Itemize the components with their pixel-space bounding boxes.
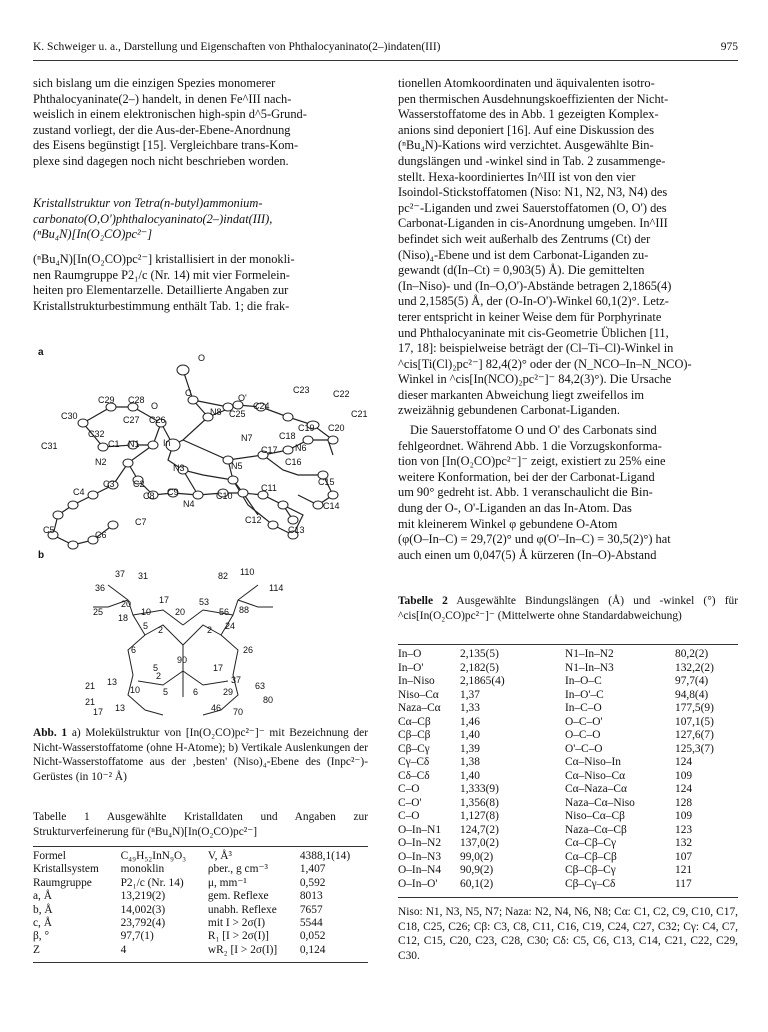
table-row [33,930,368,943]
atom-label: C12 [245,515,262,525]
table-cell: In–O'–C [565,688,604,701]
table-cell: 137,0(2) [460,837,499,849]
deviation-value: 10 [130,685,141,695]
table-cell: Cα–Cβ–Cγ [565,837,616,849]
table-cell: 1,127(8) [460,810,499,822]
table-row [33,944,368,957]
table-row [398,824,738,838]
atom-label: C21 [351,409,368,419]
table-cell: 1,46 [460,715,480,728]
table-row [33,850,368,863]
right-paragraph-1 [398,76,738,419]
table-cell: 124 [675,783,693,795]
body-line: zweizähnig gebundenen Carbonat-Liganden. [398,403,620,418]
deviation-value: 114 [269,583,284,593]
atom-label: C30 [61,411,78,421]
table-row [398,702,738,716]
table-row [398,810,738,824]
body-line: und 2,1585(5) Å, der (O-In-O')-Winkel 60,1(2)°. Letz- [398,294,669,309]
table-cell: Cα–Niso–In [565,756,621,768]
table-cell: 90,9(2) [460,864,494,876]
deviation-value: 37 [115,569,126,579]
table-cell: μ, mm⁻¹ [207,876,247,889]
atom-label: In [163,438,171,448]
body-line: befindet sich weit außerhalb des Zentrums (Ct) der [398,231,651,246]
deviation-value: 13 [115,703,126,713]
table-cell: Kristallsystem [33,863,99,876]
table-cell: ρber., g cm⁻³ [207,863,268,876]
body-line: nen Raumgruppe P2₁/c (Nr. 14) mit vier Formelein- [33,267,290,282]
table2-caption-text: Ausgewählte Bindungslängen (Å) und -winkel (°) für ^cis[In(O₂CO)pc²⁻]⁻ (Mittelwerte ohne Standardabweichung) [398,595,738,622]
table-cell: O–In–N2 [398,837,442,849]
table-cell: 23,792(4) [120,917,166,930]
table-cell: 127,6(7) [675,729,714,741]
table-cell: Cδ–Cδ [398,769,430,782]
table-cell: In–Niso [398,675,435,687]
deviation-value: 17 [213,663,224,673]
body-line: dungslängen und -winkel sind in Tab. 2 zusammenge- [398,153,666,168]
table-cell: wR₂ [I > 2σ(I)] [207,943,278,956]
table-cell: Niso–Cα [398,688,439,701]
table2-footnote: Niso: N1, N3, N5, N7; Naza: N2, N4, N6, N8; Cα: C1, C2, C9, C10, C17, C18, C25, C26; Cβ: C3, C8, C11, C16, C19, C24, C27, C32; Cγ: C4, C7, C12, C15, C20, C23, C28, C30; Cδ: C5, C6, C13, C14, C21, C22, C29, C30. [398,906,738,962]
body-line: Wasserstoffatome des in Abb. 1 gezeigten Komplex- [398,107,659,122]
table-row [398,770,738,784]
table1 [33,850,368,957]
table-cell: Formel [33,850,66,862]
body-line: (In–Niso)- und (In–O,O')-Abstände betragen 2,1865(4) [398,278,672,293]
body-line: (φ(O–In–C) = 29,7(2)° und φ(O'–In–C) = 30,5(2)°) hat [398,532,671,547]
body-line: fehlgeordnet. Während Abb. 1 die Vorzugskonforma- [398,438,662,453]
atom-label: C14 [323,501,340,511]
table2-bottom-rule [398,897,738,898]
deviation-value: 2 [158,625,164,635]
figure-1 [33,345,373,717]
body-line: tion von [In(O₂CO)pc²⁻]⁻ zeigt, existiert zu 25% eine [398,454,666,469]
table-cell: 121 [675,864,693,876]
table-cell: 0,052 [299,930,326,943]
table-cell: Cβ–Cγ–Cδ [565,877,616,890]
table-cell: 1,407 [299,863,326,876]
table-cell: c, Å [33,917,52,930]
table-row [398,756,738,770]
body-line: um 90° gedreht ist. Abb. 1 veranschaulicht die Bin- [398,485,653,500]
table-cell: 99,0(2) [460,850,494,863]
table-cell: In–C–O [565,702,602,714]
body-line: terer entspricht in keiner Weise dem für Porphyrinate [398,309,662,324]
deviation-value: 13 [107,677,118,687]
deviation-value: 18 [118,613,129,623]
deviation-value: 17 [159,595,170,605]
body-line: anions sind deponiert [16]. Auf eine Diskussion des [398,122,655,137]
atom-label: C20 [328,423,345,433]
table-cell: Cβ–Cγ [398,742,430,755]
body-line: Kristallstrukturbestimmung enthält Tab. 1; die frak- [33,298,290,313]
table-row [33,877,368,890]
atom-label: C26 [149,415,166,425]
atom-label: C3 [103,479,115,489]
table-cell: 7657 [299,903,323,916]
table-cell: Cγ–Cδ [398,756,430,768]
deviation-value: 21 [85,681,96,691]
table-cell: C₄₉H₅₂InN₉O₃ [120,850,187,862]
table-cell: In–O–C [565,675,602,687]
intro-line: Phthalocyaninate(2–) handelt, in denen Fe^III nach- [33,91,292,106]
table-cell: Cα–Cβ–Cβ [565,850,617,863]
atom-label: O [198,353,206,363]
table-cell: Raumgruppe [33,876,92,889]
deviation-value: 2 [207,625,213,635]
table-cell: 8013 [299,890,323,903]
table-cell: 1,40 [460,729,480,741]
table-cell: Z [33,943,40,956]
table-cell: N1–In–N2 [565,648,614,660]
table-cell: 60,1(2) [460,877,494,890]
body-line: auch einen um 0,047(5) Å kürzeren (In–O)-Abstand [398,547,657,562]
table-cell: R₁ [I > 2σ(I)] [207,930,269,943]
atom-label: N2 [95,457,107,467]
atom-label: C31 [41,441,58,451]
intro-line: zustand vorliegt, der die Aus-der-Ebene-Anordnung [33,122,291,137]
table-row [398,662,738,676]
atom-label: C2 [133,479,145,489]
body-line: pc²⁻-Liganden und zwei Sauerstoffatomen (O, O') des [398,200,667,215]
table2-caption [398,594,738,623]
table-row [398,797,738,811]
table-cell: 0,124 [299,943,326,956]
table-cell: V, Å³ [207,850,232,862]
deviation-value: 6 [131,645,137,655]
table-cell: Cβ–Cβ–Cγ [565,864,616,876]
body-line: weitere Konformation, bei der der Carbonat-Ligand [398,469,655,484]
deviation-value: 24 [225,621,236,631]
table-cell: Cα–Naza–Cα [565,783,627,795]
table-cell: gem. Reflexe [207,890,269,903]
table-cell: C–O' [398,796,422,809]
body-line: 17, 18]: beispielweise beträgt der (Cl–Ti–Cl)-Winkel in [398,341,674,356]
atom-label: N1 [128,439,140,449]
atom-label: C [185,388,192,398]
atom-label: C1 [108,439,120,449]
molecule-structure-drawing [33,345,373,717]
deviation-value: 70 [233,707,244,717]
deviation-value: 10 [141,607,152,617]
section-title [33,196,368,243]
body-line: pen thermischen Ausdehnungskoeffizienten der Nicht- [398,91,669,106]
atom-label: C9 [167,487,179,497]
table-cell: 4388,1(14) [299,850,351,862]
body-line: Die Sauerstoffatome O und O' des Carbonats sind [410,423,657,437]
table-row [33,890,368,903]
table-row [398,689,738,703]
table-cell: 107,1(5) [675,715,714,728]
table-cell: a, Å [33,890,52,903]
atom-label: C17 [261,445,278,455]
atom-label: C32 [88,429,105,439]
figure-caption-text: a) Molekülstruktur von [In(O₂CO)pc²⁻]⁻ mit Bezeichnung der Nicht-Wasserstoffatome (ohne H-Atome); b) Vertikale Auslenkungen der Nicht-Wasserstoffatome aus der ‚besten' (Niso)₄-Ebene des (Inpc²⁻)-Gerüstes (in 10⁻² Å) [33,727,368,783]
body-line: gewandt (d(In–Ct) = 0,903(5) Å). Die gemittelten [398,263,645,278]
table-row [33,863,368,876]
atom-label: C16 [285,457,302,467]
atom-label: C6 [95,530,107,540]
body-line: dung der O-, O'-Liganden an das In-Atom. Das [398,500,632,515]
table-cell: In–O' [398,661,424,674]
atom-label: C10 [216,491,233,501]
deviation-value: 90 [177,655,188,665]
table-cell: monoklin [120,863,165,876]
deviation-value: 26 [243,645,254,655]
deviation-value: 17 [93,707,104,717]
table-cell: 128 [675,796,693,809]
deviation-value: 37 [231,675,242,685]
table-cell: 2,182(5) [460,661,499,674]
deviation-value: 21 [85,697,96,707]
section-body [33,252,368,314]
table-cell: O'–C–O [565,742,603,755]
deviation-value: 110 [240,567,255,577]
deviation-value: 29 [223,687,234,697]
atom-label: N5 [231,461,243,471]
table-cell: 132 [675,837,693,849]
table-cell: 177,5(9) [675,702,714,714]
table-cell: 107 [675,850,693,863]
table-cell: 117 [675,877,692,890]
table-cell: O–C–O [565,729,601,741]
body-line: mit kleinerem Winkel φ gebundene O-Atom [398,516,618,531]
atom-label: C29 [98,395,115,405]
body-line: stellt. Hexa-koordiniertes In^III ist von den vier [398,169,636,184]
atom-label: N8 [210,407,222,417]
running-title: K. Schweiger u. a., Darstellung und Eigenschaften von Phthalocyaninato(2–)indaten(III) [33,41,441,53]
table-cell: 4 [120,943,127,956]
table1-top-rule [33,846,368,847]
table1-caption [33,810,368,839]
intro-line: weislich in einem elektronischen high-spin d^5-Grund- [33,107,307,122]
table-cell: 124 [675,756,693,768]
atom-label: C23 [293,385,310,395]
table-cell: 124,7(2) [460,823,499,836]
body-line: dieser markanten Abweichung liegt zweifellos im [398,387,645,402]
table-cell: 125,3(7) [675,742,714,755]
table-cell: Cα–Cβ [398,715,431,728]
body-line: Winkel in ^cis[In(NCO)₂pc²⁻]⁻ 84,2(3)°). Die Ursache [398,372,672,387]
table-row [398,648,738,662]
atom-label: C8 [143,491,155,501]
table-row [33,904,368,917]
table-row [33,917,368,930]
table-cell: 97,7(4) [675,675,709,687]
atom-label: C24 [253,401,270,411]
body-line: und Phthalocyaninate mit cis-Geometrie Üblichen [11, [398,325,669,340]
atom-label: N7 [241,433,253,443]
deviation-value: 5 [153,663,159,673]
table2-top-rule [398,644,738,645]
table-cell: O–In–O' [398,877,438,890]
table-cell: Cα–Niso–Cα [565,769,626,782]
atom-label: C19 [298,423,315,433]
table-cell: 2,1865(4) [460,675,505,687]
table-cell: 5544 [299,917,323,930]
table-cell: Naza–Cα [398,702,441,714]
body-line: tionellen Atomkoordinaten und äquivalenten isotro- [398,76,655,90]
table-cell: O–C–O' [565,715,603,728]
body-line: (Niso)₄-Ebene und ist dem Carbonat-Liganden zu- [398,247,649,262]
right-paragraph-2 [398,423,738,563]
table-cell: P2₁/c (Nr. 14) [120,876,184,889]
deviation-value: 63 [255,681,266,691]
atom-label: N3 [173,463,185,473]
table-row [398,716,738,730]
table-cell: 13,219(2) [120,890,166,903]
body-line: (ⁿBu₄N)[In(O₂CO)pc²⁻] kristallisiert in der monokli- [33,252,295,266]
body-line: Carbonat-Liganden in cis-Anordnung umgeben. In^III [398,216,668,231]
table-cell: 1,37 [460,688,480,701]
atom-label: N4 [183,499,195,509]
table-row [398,675,738,689]
intro-paragraph [33,76,368,170]
atom-label: O [151,401,159,411]
body-line: Isoindol-Stickstoffatomen (Niso: N1, N2, N3, N4) des [398,185,668,200]
table-cell: 123 [675,823,693,836]
atom-label: C25 [229,409,246,419]
deviation-value: 6 [193,687,199,697]
deviation-value: 46 [211,703,222,713]
header-rule [33,60,738,61]
atom-label: O' [238,393,247,403]
table-cell: O–In–N4 [398,864,442,876]
table-row [398,743,738,757]
table-row [398,878,738,892]
table-cell: 109 [675,810,693,822]
table-cell: 94,8(4) [675,688,709,701]
atom-label: C7 [135,517,147,527]
deviation-value: 2 [156,671,162,681]
deviation-value: 80 [263,695,274,705]
atom-label: C11 [261,483,277,493]
table1-bottom-rule [33,962,368,963]
deviation-value: 20 [175,607,186,617]
figure-caption-label: Abb. 1 [33,727,68,739]
table-row [398,864,738,878]
table-cell: 132,2(2) [675,661,714,674]
table2-caption-label: Tabelle 2 [398,595,448,607]
figure-part-b-label: b [38,550,45,561]
atom-label: N6 [295,443,307,453]
table-cell: 1,33 [460,702,480,714]
deviation-value: 53 [199,597,210,607]
table-cell: Naza–Cα–Cβ [565,823,627,836]
table-cell: O–In–N3 [398,850,442,863]
atom-label: C15 [318,477,335,487]
table-row [398,837,738,851]
page-number: 975 [720,41,738,53]
table-cell: 80,2(2) [675,648,709,660]
table-cell: 1,356(8) [460,796,499,809]
table1-caption-label: Tabelle 1 [33,811,90,823]
table-cell: 0,592 [299,876,326,889]
atom-label: C18 [279,431,296,441]
atom-label: C13 [288,525,305,535]
deviation-value: 88 [239,605,250,615]
intro-line: sich bislang um die einzigen Spezies monomerer [33,76,276,90]
table-cell: 1,39 [460,742,480,755]
table-row [398,729,738,743]
table-cell: In–O [398,648,422,660]
table-cell: C–O [398,810,420,822]
atom-label: C22 [333,389,350,399]
table-row [398,783,738,797]
section-title-line: (ⁿBu₄N)[In(O₂CO)pc²⁻] [33,227,153,242]
table-cell: b, Å [33,903,53,916]
body-line: (ⁿBu₄N)-Kations wird verzichtet. Ausgewählte Bin- [398,138,654,153]
table-cell: 1,38 [460,756,480,768]
atom-label: C28 [128,395,145,405]
table-cell: 14,002(3) [120,903,166,916]
atom-label: C5 [43,525,55,535]
table-cell: 1,333(9) [460,783,499,795]
deviation-value: 36 [95,583,106,593]
table-row [398,851,738,865]
deviation-value: 25 [93,607,104,617]
table-cell: Niso–Cα–Cβ [565,810,625,822]
table-cell: 109 [675,769,693,782]
deviation-value: 5 [163,687,169,697]
intro-line: plexe sind dagegen noch nicht beschrieben worden. [33,153,289,168]
table-cell: Naza–Cα–Niso [565,796,635,809]
deviation-value: 56 [219,607,230,617]
deviation-value: 5 [143,621,149,631]
table-cell: N1–In–N3 [565,661,614,674]
atom-label: C27 [123,415,140,425]
table-cell: unabh. Reflexe [207,903,277,916]
body-line: heiten pro Elementarzelle. Detaillierte Angaben zur [33,283,289,298]
table-cell: 2,135(5) [460,648,499,660]
table-cell: mit I > 2σ(I) [207,917,266,930]
intro-line: des Eisens begünstigt [15]. Vergleichbare trans-Kom- [33,138,299,153]
deviation-value: 82 [218,571,229,581]
body-line: ^cis[Ti(Cl)₂pc²⁻] 82,4(2)° oder der (N_NCO–In–N_NCO)- [398,356,692,371]
table-cell: Cβ–Cβ [398,729,431,741]
page-header [33,41,738,57]
atom-label: C4 [73,487,85,497]
table-cell: 1,40 [460,769,480,782]
figure-caption [33,726,368,784]
deviation-value: 31 [138,571,149,581]
table-cell: 97,7(1) [120,930,154,943]
deviation-value: 20 [121,599,132,609]
table-cell: β, ° [33,930,50,943]
figure-part-a-label: a [38,347,44,358]
table2 [398,648,738,891]
table-cell: O–In–N1 [398,823,442,836]
table1-caption-text: Ausgewählte Kristalldaten und Angaben zur Strukturverfeinerung für (ⁿBu₄N)[In(O₂CO)pc²⁻] [33,811,368,838]
table-cell: C–O [398,783,420,795]
section-title-line: Kristallstruktur von Tetra(n-butyl)ammonium- [33,196,263,210]
section-title-line: carbonato(O,O')phthalocyaninato(2–)indat(III), [33,211,273,226]
